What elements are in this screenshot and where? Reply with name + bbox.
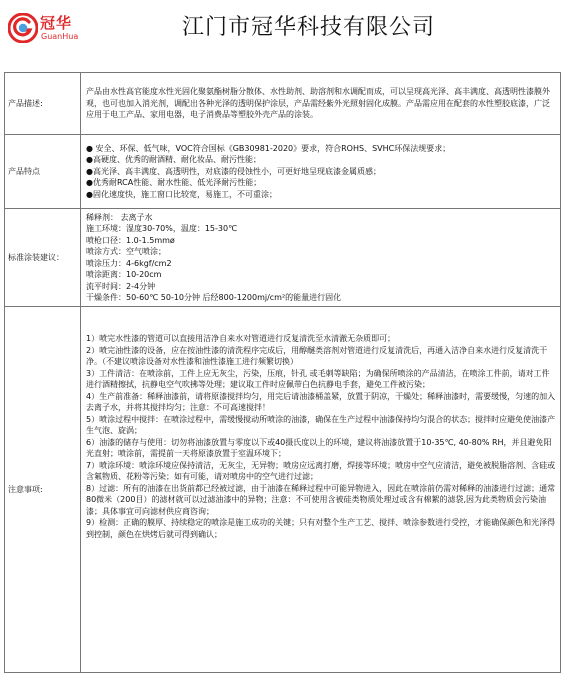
feature-item: ● 安全、环保、低气味，VOC符合国标《GB30981-2020》要求，符合ROHS、SVHC环保法规要求； <box>86 143 451 153</box>
notes-list <box>81 307 561 673</box>
note-item: 7）喷涂环境：喷涂环境应保持清洁，无灰尘，无异物；喷房应远离打磨，焊接等环境；喷房中空气应清洁，避免被脱脂溶剂、含硅或含氟物质、花粉等污染；如有可能，请对喷房中的空气进行过滤； <box>86 460 556 481</box>
description-text <box>81 73 561 135</box>
company-name: 江门市冠华科技有限公司 <box>182 15 436 40</box>
note-item: 4）生产前准备：稀释油漆前，请将原漆搅拌均匀，用完后请油漆桶盖紧，放置于阴凉，干燥处；稀释油漆时，需要缓慢，匀速的加入去离子水，并将其搅拌均匀；注意：不可高速搅拌！ <box>86 391 556 412</box>
coating-item: 施工环境：湿度30-70%，温度：15-30℃ <box>86 224 238 233</box>
notes-label: 注意事项: <box>5 307 81 673</box>
notes-row <box>5 307 561 673</box>
coating-row <box>5 209 561 307</box>
feature-item: ●固化速度快，施工窗口比较宽，易施工，不可重涂； <box>86 189 277 199</box>
note-item: 1）喷完水性漆的管道可以直接用洁净自来水对管道进行反复清洗至水清澈无杂质即可； <box>86 334 396 343</box>
logo-chinese-name: 冠华 <box>40 14 73 32</box>
note-item: 3）工件清洁：在喷涂前，工件上应无灰尘，污染，压痕，针孔 或毛刺等缺陷；为确保所喷涂的产品清洁，在喷涂工件前，请对工件进行酒精擦拭，抗静电空气吹拂等处理；建议取工件时应佩带白色抗静电手套，避免工件被污染； <box>86 368 550 389</box>
coating-label: 标准涂装建议： <box>5 209 81 307</box>
coating-list <box>81 209 561 307</box>
description-row <box>5 73 561 135</box>
note-item: 6）油漆的储存与使用：切勿将油漆放置与零度以下或40摄氏度以上的环境，建议将油漆放置于10-35℃, 40-80% RH，并且避免阳光直射；喷涂前，需提前一天将原漆放置于室温环境下； <box>86 437 552 458</box>
feature-item: ●高硬度、优秀的耐酒精、耐化妆品、耐污性能； <box>86 155 261 165</box>
coating-item: 喷枪口径：1.0-1.5mmø <box>86 235 175 245</box>
note-item: 5）喷涂过程中搅拌：在喷涂过程中，需缓慢搅动所喷涂的油漆，确保在生产过程中油漆保持均匀混合的状态；搅拌时应避免使油漆产生气泡、旋涡； <box>86 414 556 435</box>
guanhua-logo-icon <box>8 13 38 43</box>
coating-item: 喷涂压力：4-6kgf/cm2 <box>86 258 172 268</box>
feature-item: ●高光泽、高丰满度、高透明性，对底漆的侵蚀性小，可更好地呈现底漆金属质感； <box>86 166 381 176</box>
note-item: 2）喷完油性漆的设备，应在按油性漆的清洗程序完成后，用醇醚类溶剂对管道进行反复清洗后，再通入洁净自来水进行反复清洗干净。（不建议喷涂设备对水性漆和油性漆施工进行频繁切换） <box>86 345 548 366</box>
note-item: 8）过滤：所有的油漆在出货前都已经被过滤，由于油漆在稀释过程中可能异物进入，因此在喷涂前仍需对稀释的油漆进行过滤；通常80微米（200目）的滤材就可以过滤油漆中的异物；注意：不可使用含被硅类物质处理过或含有棉絮的滤袋,因为此类物质会污染油漆；具体事宜可向滤材供应商咨询； <box>86 483 556 516</box>
company-logo <box>8 9 98 49</box>
logo-english-name: GuanHua <box>41 32 79 41</box>
features-list <box>81 135 561 209</box>
features-label: 产品特点 <box>5 135 81 209</box>
coating-item: 喷涂方式：空气喷涂； <box>86 247 166 256</box>
coating-item: 喷涂距离：10-20cm <box>86 270 162 279</box>
description-label: 产品描述: <box>5 73 81 135</box>
coating-item: 稀释剂： 去离子水 <box>86 212 153 222</box>
features-row <box>5 135 561 209</box>
note-item: 9）检测：正确的膜厚、持续稳定的喷涂是施工成功的关键；只有对整个生产工艺、搅拌、喷涂参数进行受控，才能确保颜色和光泽得到控制，颜色在烘烤后就可得到确认； <box>86 518 556 539</box>
description-paragraph: 产品由水性高官能度水性光固化聚氨酯树脂分散体、水性助剂、助溶剂和水调配而成，可以呈现高光泽、高丰满度、高透明性漆膜外观，也可也加入消光剂，调配出各种光泽的透明保护涂层，产品需经紫外光照射固化成膜。产品需应用在配套的水性塑胶底漆，广泛应用于电工产品、家用电器，电子消费品等塑胶外壳产品的涂装。 <box>86 87 550 120</box>
product-spec-table <box>4 72 561 673</box>
coating-item: 干燥条件：50-60℃ 50-10分钟 后经800-1200mj/cm²的能量进行固化 <box>86 293 342 302</box>
feature-item: ●优秀耐RCA性能、耐水性能、低光泽耐污性能； <box>86 178 262 188</box>
coating-item: 流平时间：2-4分钟 <box>86 281 156 291</box>
page-header <box>0 0 566 58</box>
